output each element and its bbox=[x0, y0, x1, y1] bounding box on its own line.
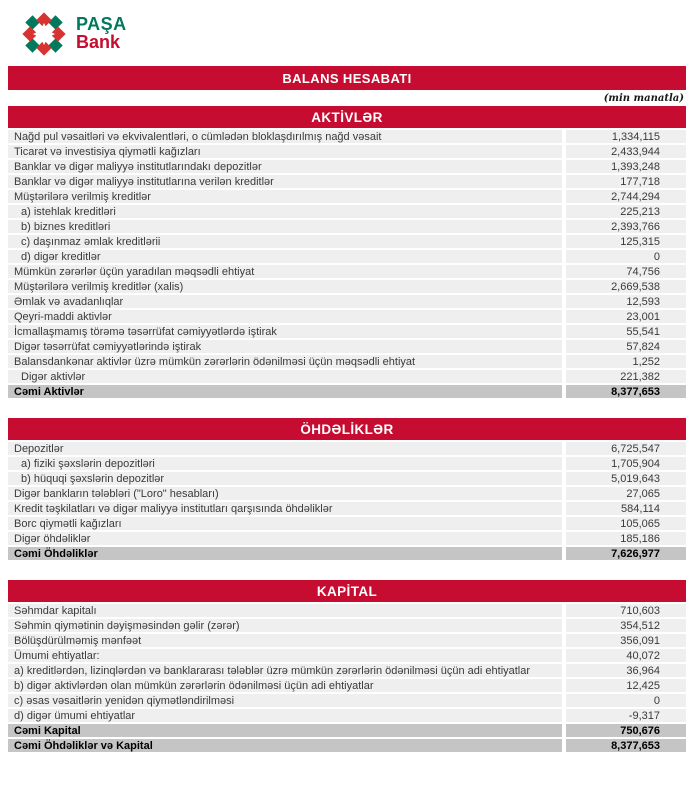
table-row bbox=[8, 634, 686, 647]
row-value: 5,019,643 bbox=[566, 472, 686, 485]
row-value: 221,382 bbox=[566, 370, 686, 383]
row-label: b) hüquqi şəxslərin depozitlər bbox=[8, 472, 562, 485]
row-label: Banklar və digər maliyyə institutlarına verilən kreditlər bbox=[8, 175, 562, 188]
row-value: 2,744,294 bbox=[566, 190, 686, 203]
table-row bbox=[8, 160, 686, 173]
table-row bbox=[8, 265, 686, 278]
row-label: Qeyri-maddi aktivlər bbox=[8, 310, 562, 323]
row-label: b) biznes kreditləri bbox=[8, 220, 562, 233]
section-rows bbox=[8, 442, 686, 560]
table-row bbox=[8, 487, 686, 500]
row-value: 40,072 bbox=[566, 649, 686, 662]
row-label: c) daşınmaz əmlak kreditlərii bbox=[8, 235, 562, 248]
row-label: Səhmdar kapitalı bbox=[8, 604, 562, 617]
table-row bbox=[8, 739, 686, 752]
row-label: Cəmi Öhdəliklər və Kapital bbox=[8, 739, 562, 752]
table-row bbox=[8, 532, 686, 545]
logo-row bbox=[8, 5, 686, 62]
row-label: Cəmi Aktivlər bbox=[8, 385, 562, 398]
table-row bbox=[8, 145, 686, 158]
row-label: Müştərilərə verilmiş kreditlər bbox=[8, 190, 562, 203]
units-note: (min manatla) bbox=[603, 92, 684, 104]
row-value: 8,377,653 bbox=[566, 385, 686, 398]
row-label: Digər bankların tələbləri ("Loro" hesabları) bbox=[8, 487, 562, 500]
row-value: 710,603 bbox=[566, 604, 686, 617]
row-label: Cəmi Kapital bbox=[8, 724, 562, 737]
table-row bbox=[8, 250, 686, 263]
row-label: d) digər kreditlər bbox=[8, 250, 562, 263]
report-title-bar bbox=[8, 66, 686, 90]
row-value: 12,593 bbox=[566, 295, 686, 308]
table-row bbox=[8, 370, 686, 383]
balance-section bbox=[8, 106, 686, 398]
row-label: Nağd pul vəsaitləri və ekvivalentləri, o cümlədən bloklaşdırılmış nağd vəsait bbox=[8, 130, 562, 143]
table-row bbox=[8, 235, 686, 248]
row-value: 2,669,538 bbox=[566, 280, 686, 293]
table-row bbox=[8, 472, 686, 485]
logo-wordmark bbox=[76, 16, 127, 50]
row-value: 1,393,248 bbox=[566, 160, 686, 173]
row-label: İcmallaşmamış törəmə təsərrüfat cəmiyyətlərdə iştirak bbox=[8, 325, 562, 338]
logo-word-bank: Bank bbox=[76, 31, 121, 52]
table-row bbox=[8, 457, 686, 470]
table-row bbox=[8, 280, 686, 293]
table-row bbox=[8, 310, 686, 323]
table-row bbox=[8, 175, 686, 188]
row-value: 74,756 bbox=[566, 265, 686, 278]
table-row bbox=[8, 517, 686, 530]
section-header bbox=[8, 418, 686, 440]
row-value: 1,252 bbox=[566, 355, 686, 368]
table-row bbox=[8, 649, 686, 662]
row-label: Səhmin qiymətinin dəyişməsindən gəlir (zərər) bbox=[8, 619, 562, 632]
table-row bbox=[8, 619, 686, 632]
row-value: 12,425 bbox=[566, 679, 686, 692]
row-value: 0 bbox=[566, 694, 686, 707]
row-label: Digər öhdəliklər bbox=[8, 532, 562, 545]
row-value: 185,186 bbox=[566, 532, 686, 545]
row-label: a) kreditlərdən, lizinqlərdən və banklararası tələblər üzrə mümkün zərərlərin ödənilməsi üçün adi ehtiyatlar bbox=[8, 664, 562, 677]
row-value: 354,512 bbox=[566, 619, 686, 632]
row-label: Müştərilərə verilmiş kreditlər (xalis) bbox=[8, 280, 562, 293]
table-row bbox=[8, 190, 686, 203]
table-row bbox=[8, 694, 686, 707]
row-value: 6,725,547 bbox=[566, 442, 686, 455]
row-value: 36,964 bbox=[566, 664, 686, 677]
row-value: -9,317 bbox=[566, 709, 686, 722]
row-label: Depozitlər bbox=[8, 442, 562, 455]
pasha-bank-logo bbox=[20, 10, 127, 58]
row-value: 125,315 bbox=[566, 235, 686, 248]
row-label: Əmlak və avadanlıqlar bbox=[8, 295, 562, 308]
row-label: Ticarət və investisiya qiymətli kağızları bbox=[8, 145, 562, 158]
row-value: 1,334,115 bbox=[566, 130, 686, 143]
sections-container bbox=[8, 106, 686, 752]
balance-section bbox=[8, 418, 686, 560]
table-row bbox=[8, 205, 686, 218]
table-row bbox=[8, 709, 686, 722]
pasha-bank-logo-icon bbox=[20, 10, 68, 58]
row-label: d) digər ümumi ehtiyatlar bbox=[8, 709, 562, 722]
row-label: Kredit təşkilatları və digər maliyyə institutları qarşısında öhdəliklər bbox=[8, 502, 562, 515]
row-label: Digər təsərrüfat cəmiyyətlərində iştirak bbox=[8, 340, 562, 353]
table-row bbox=[8, 547, 686, 560]
table-row bbox=[8, 679, 686, 692]
row-value: 356,091 bbox=[566, 634, 686, 647]
table-row bbox=[8, 130, 686, 143]
row-value: 7,626,977 bbox=[566, 547, 686, 560]
table-row bbox=[8, 220, 686, 233]
row-value: 27,065 bbox=[566, 487, 686, 500]
row-value: 1,705,904 bbox=[566, 457, 686, 470]
table-row bbox=[8, 355, 686, 368]
table-row bbox=[8, 664, 686, 677]
table-row bbox=[8, 325, 686, 338]
logo-word-pasa: PAŞA bbox=[76, 14, 127, 35]
table-row bbox=[8, 604, 686, 617]
row-label: Ümumi ehtiyatlar: bbox=[8, 649, 562, 662]
section-header bbox=[8, 106, 686, 128]
balance-section bbox=[8, 580, 686, 752]
row-label: Balansdankənar aktivlər üzrə mümkün zərərlərin ödənilməsi üçün məqsədli ehtiyat bbox=[8, 355, 562, 368]
section-title: AKTİVLƏR bbox=[311, 109, 383, 125]
section-header bbox=[8, 580, 686, 602]
row-value: 105,065 bbox=[566, 517, 686, 530]
table-row bbox=[8, 340, 686, 353]
row-value: 584,114 bbox=[566, 502, 686, 515]
row-value: 750,676 bbox=[566, 724, 686, 737]
row-value: 8,377,653 bbox=[566, 739, 686, 752]
report-title: BALANS HESABATI bbox=[282, 70, 412, 86]
section-title: KAPİTAL bbox=[316, 583, 378, 599]
row-label: Digər aktivlər bbox=[8, 370, 562, 383]
row-label: Bölüşdürülməmiş mənfəət bbox=[8, 634, 562, 647]
row-value: 2,433,944 bbox=[566, 145, 686, 158]
row-value: 23,001 bbox=[566, 310, 686, 323]
table-row bbox=[8, 442, 686, 455]
row-value: 177,718 bbox=[566, 175, 686, 188]
table-row bbox=[8, 502, 686, 515]
row-value: 0 bbox=[566, 250, 686, 263]
row-value: 225,213 bbox=[566, 205, 686, 218]
row-label: c) əsas vəsaitlərin yenidən qiymətləndirilməsi bbox=[8, 694, 562, 707]
row-value: 55,541 bbox=[566, 325, 686, 338]
section-rows bbox=[8, 604, 686, 752]
table-row bbox=[8, 385, 686, 398]
row-label: b) digər aktivlərdən olan mümkün zərərlərin ödənilməsi üçün adi ehtiyatlar bbox=[8, 679, 562, 692]
row-label: a) istehlak kreditləri bbox=[8, 205, 562, 218]
row-label: Banklar və digər maliyyə institutlarındakı depozitlər bbox=[8, 160, 562, 173]
row-label: a) fiziki şəxslərin depozitləri bbox=[8, 457, 562, 470]
row-label: Cəmi Öhdəliklər bbox=[8, 547, 562, 560]
table-row bbox=[8, 724, 686, 737]
table-row bbox=[8, 295, 686, 308]
row-value: 2,393,766 bbox=[566, 220, 686, 233]
section-title: ÖHDƏLİKLƏR bbox=[300, 421, 394, 437]
section-rows bbox=[8, 130, 686, 398]
row-label: Mümkün zərərlər üçün yaradılan məqsədli ehtiyat bbox=[8, 265, 562, 278]
row-label: Borc qiymətli kağızları bbox=[8, 517, 562, 530]
row-value: 57,824 bbox=[566, 340, 686, 353]
